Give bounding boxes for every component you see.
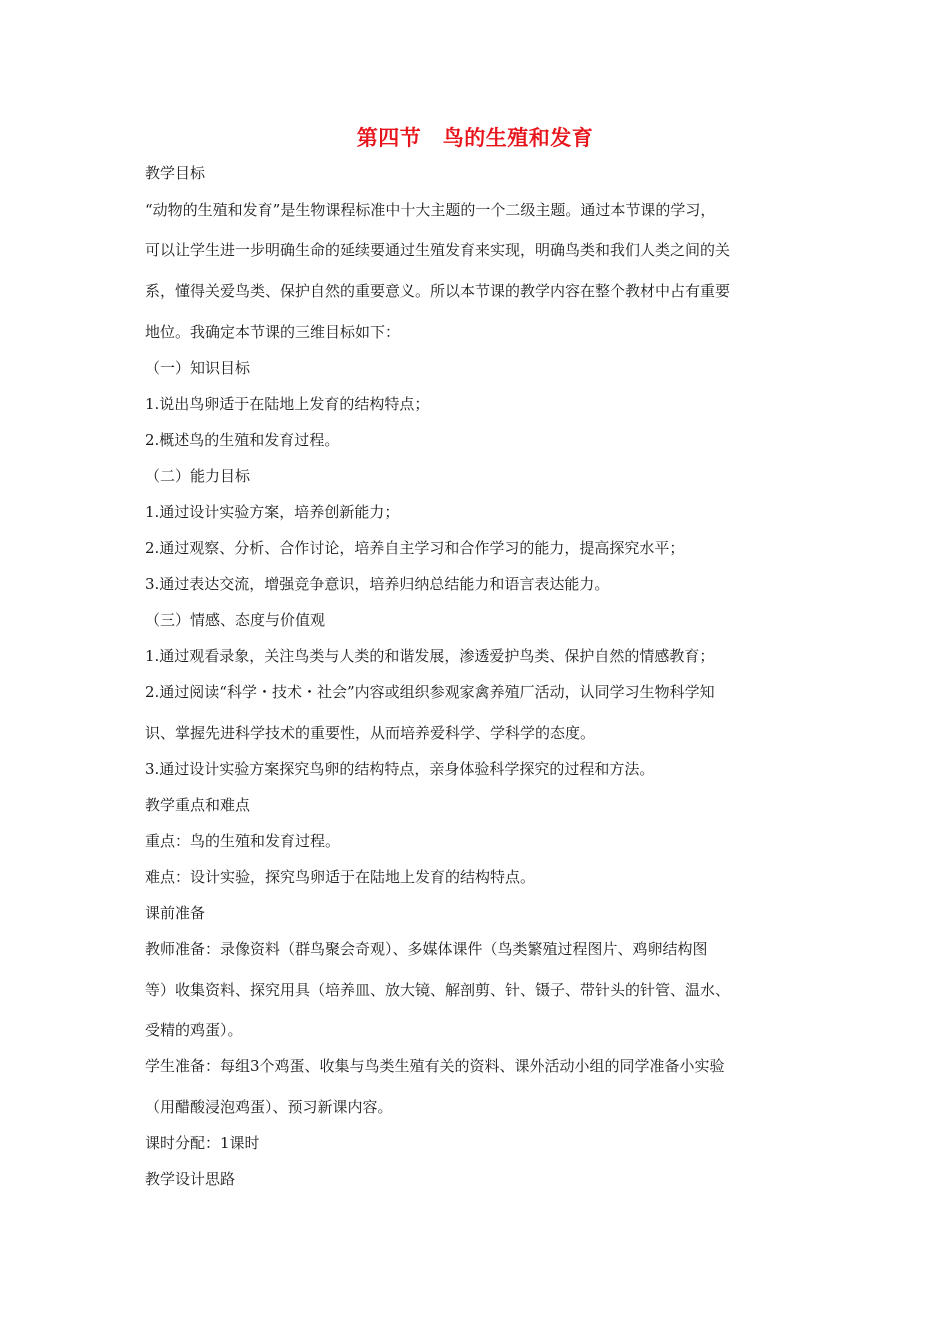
- list-item: 1.通过观看录象，关注鸟类与人类的和谐发展，渗透爱护鸟类、保护自然的情感教育；: [145, 647, 715, 665]
- list-item: 1.说出鸟卵适于在陆地上发育的结构特点；: [145, 395, 430, 413]
- list-item: 1.通过设计实验方案，培养创新能力；: [145, 503, 400, 521]
- paragraph-line: 课时分配：1课时: [145, 1134, 260, 1152]
- list-item-continued: 识、掌握先进科学技术的重要性，从而培养爱科学、学科学的态度。: [145, 724, 596, 742]
- subheading-ability-goals: （二）能力目标: [145, 467, 251, 485]
- paragraph-line: 难点：设计实验，探究鸟卵适于在陆地上发育的结构特点。: [145, 868, 536, 886]
- section-heading-teaching-objectives: 教学目标: [145, 164, 206, 182]
- subheading-emotion-attitude-values: （三）情感、态度与价值观: [145, 611, 326, 629]
- paragraph-line: 地位。我确定本节课的三维目标如下：: [145, 323, 401, 341]
- paragraph-line: 学生准备：每组3个鸡蛋、收集与鸟类生殖有关的资料、课外活动小组的同学准备小实验: [145, 1057, 725, 1075]
- subheading-knowledge-goals: （一）知识目标: [145, 359, 251, 377]
- list-item: 2.通过阅读“科学・技术・社会”内容或组织参观家禽养殖厂活动，认同学习生物科学知: [145, 683, 715, 701]
- paragraph-line: 教师准备：录像资料（群鸟聚会奇观）、多媒体课件（鸟类繁殖过程图片、鸡卵结构图: [145, 940, 708, 958]
- list-item: 3.通过设计实验方案探究鸟卵的结构特点，亲身体验科学探究的过程和方法。: [145, 760, 655, 778]
- paragraph-line: 可以让学生进一步明确生命的延续要通过生殖发育来实现，明确鸟类和我们人类之间的关: [145, 241, 731, 259]
- paragraph-line: 受精的鸡蛋）。: [145, 1021, 243, 1039]
- list-item: 2.通过观察、分析、合作讨论，培养自主学习和合作学习的能力，提高探究水平；: [145, 539, 685, 557]
- document-title: 第四节 鸟的生殖和发育: [356, 126, 594, 150]
- paragraph-line: 等）收集资料、探究用具（培养皿、放大镜、解剖剪、针、镊子、带针头的针管、温水、: [145, 981, 731, 999]
- paragraph-line: 重点：鸟的生殖和发育过程。: [145, 832, 341, 850]
- paragraph-line: 系，懂得关爱鸟类、保护自然的重要意义。所以本节课的教学内容在整个教材中占有重要: [145, 282, 731, 300]
- paragraph-line: “动物的生殖和发育”是生物课程标准中十大主题的一个二级主题。通过本节课的学习，: [145, 201, 716, 219]
- list-item: 2.概述鸟的生殖和发育过程。: [145, 431, 340, 449]
- paragraph-line: （用醋酸浸泡鸡蛋）、预习新课内容。: [145, 1098, 393, 1116]
- section-heading-design-ideas: 教学设计思路: [145, 1170, 236, 1188]
- section-heading-key-points: 教学重点和难点: [145, 796, 251, 814]
- section-heading-preparation: 课前准备: [145, 904, 206, 922]
- list-item: 3.通过表达交流，增强竞争意识，培养归纳总结能力和语言表达能力。: [145, 575, 610, 593]
